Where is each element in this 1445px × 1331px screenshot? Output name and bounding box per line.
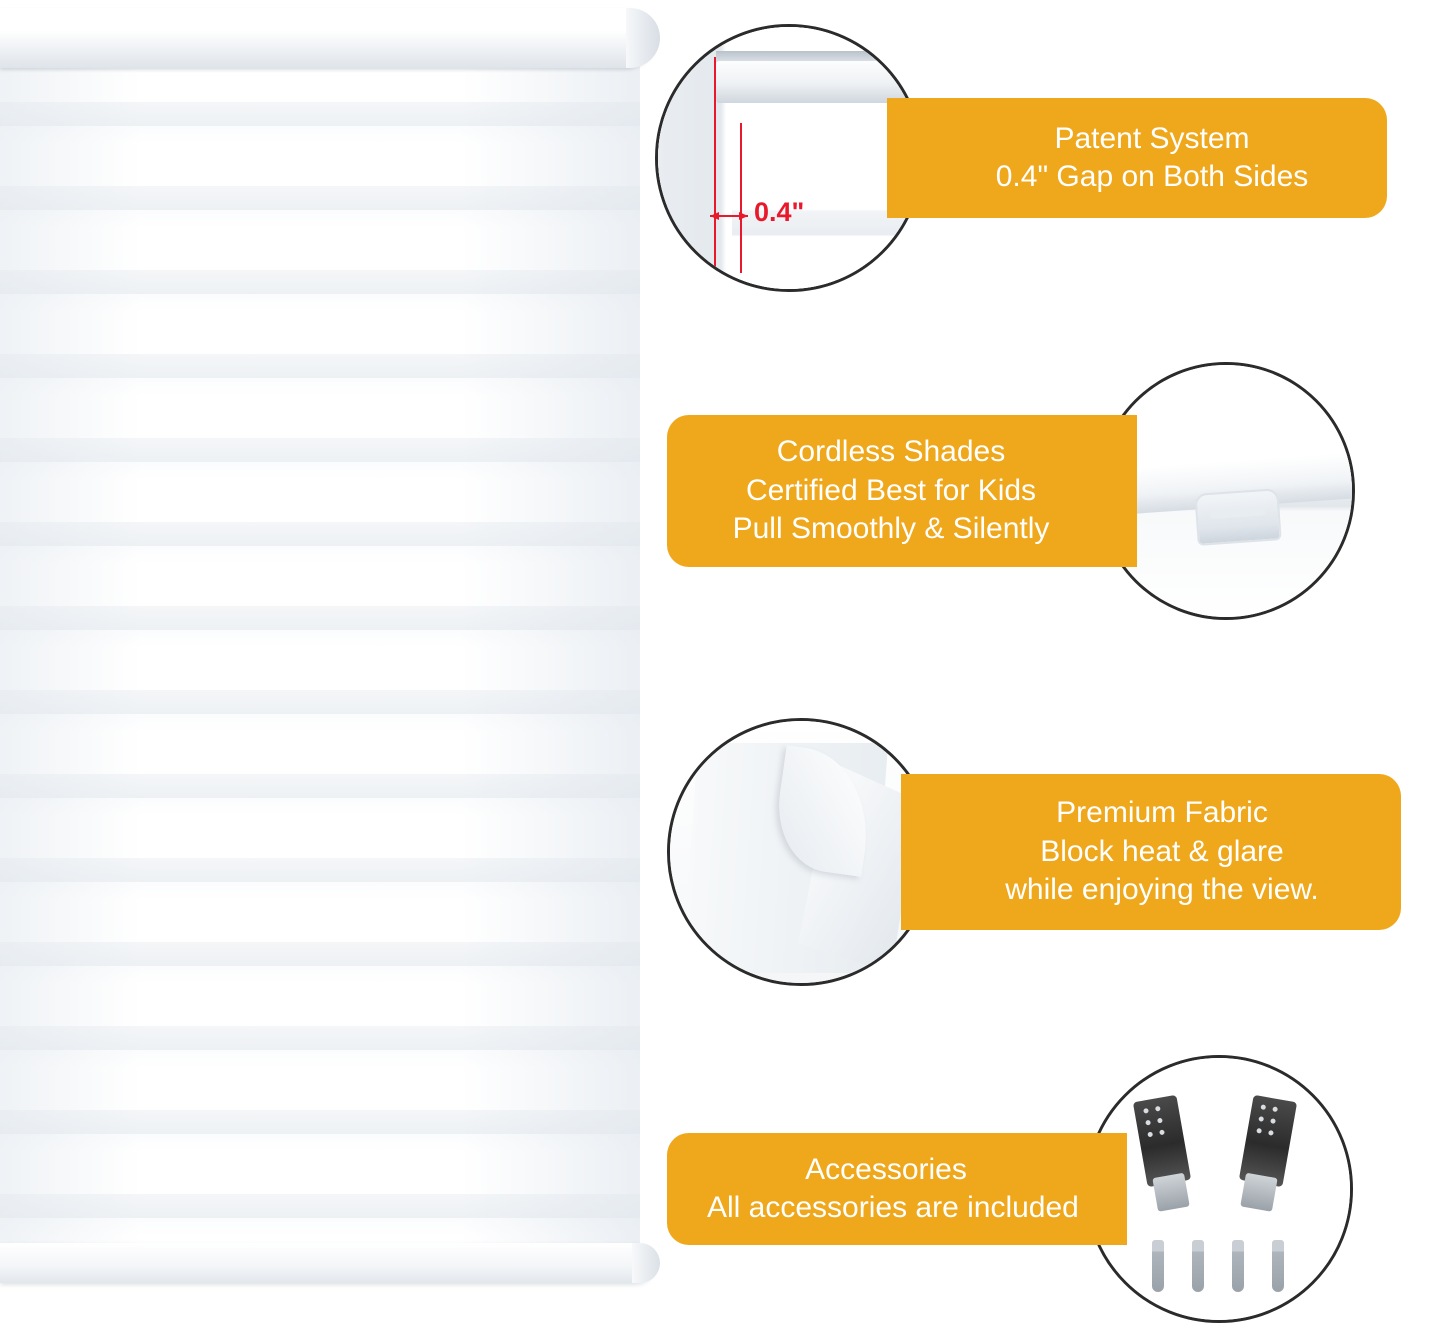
callout-accessories [667,1133,1127,1246]
screw-2 [1192,1240,1204,1292]
callout-line: while enjoying the view. [1005,873,1319,907]
screw-3 [1232,1240,1244,1292]
callout-line: All accessories are included [707,1191,1079,1224]
headrail-gap-closeup-image [655,24,923,292]
callout-cordless-shades [667,415,1137,566]
callout-line: Block heat & glare [1040,834,1284,868]
callout-premium-fabric [901,774,1401,929]
callout-line: Accessories [805,1152,967,1186]
fabric-closeup-image [667,718,935,986]
screw-1 [1152,1240,1164,1292]
callout-line: Pull Smoothly & Silently [732,512,1050,546]
pull-handle [1194,488,1281,546]
gap-arrow-icon [708,209,750,223]
callout-line: 0.4" Gap on Both Sides [995,160,1309,193]
feature-accessories [667,1055,1353,1323]
shade-headrail [0,8,655,68]
feature-list [655,0,1445,1331]
callout-line: Cordless Shades [776,435,1006,469]
callout-line: Premium Fabric [1056,796,1268,830]
gap-measurement-label: 0.4" [754,197,805,227]
feature-patent-system [655,24,1387,292]
feature-premium-fabric [667,718,1401,986]
callout-line: Certified Best for Kids [745,473,1037,507]
callout-patent-system [887,98,1387,219]
product-image [0,0,660,1331]
screw-4 [1272,1240,1284,1292]
feature-cordless-shades [667,362,1355,620]
shade-fabric [0,60,640,1275]
shade-bottom-rail [0,1243,655,1283]
callout-line: Patent System [1054,121,1250,155]
